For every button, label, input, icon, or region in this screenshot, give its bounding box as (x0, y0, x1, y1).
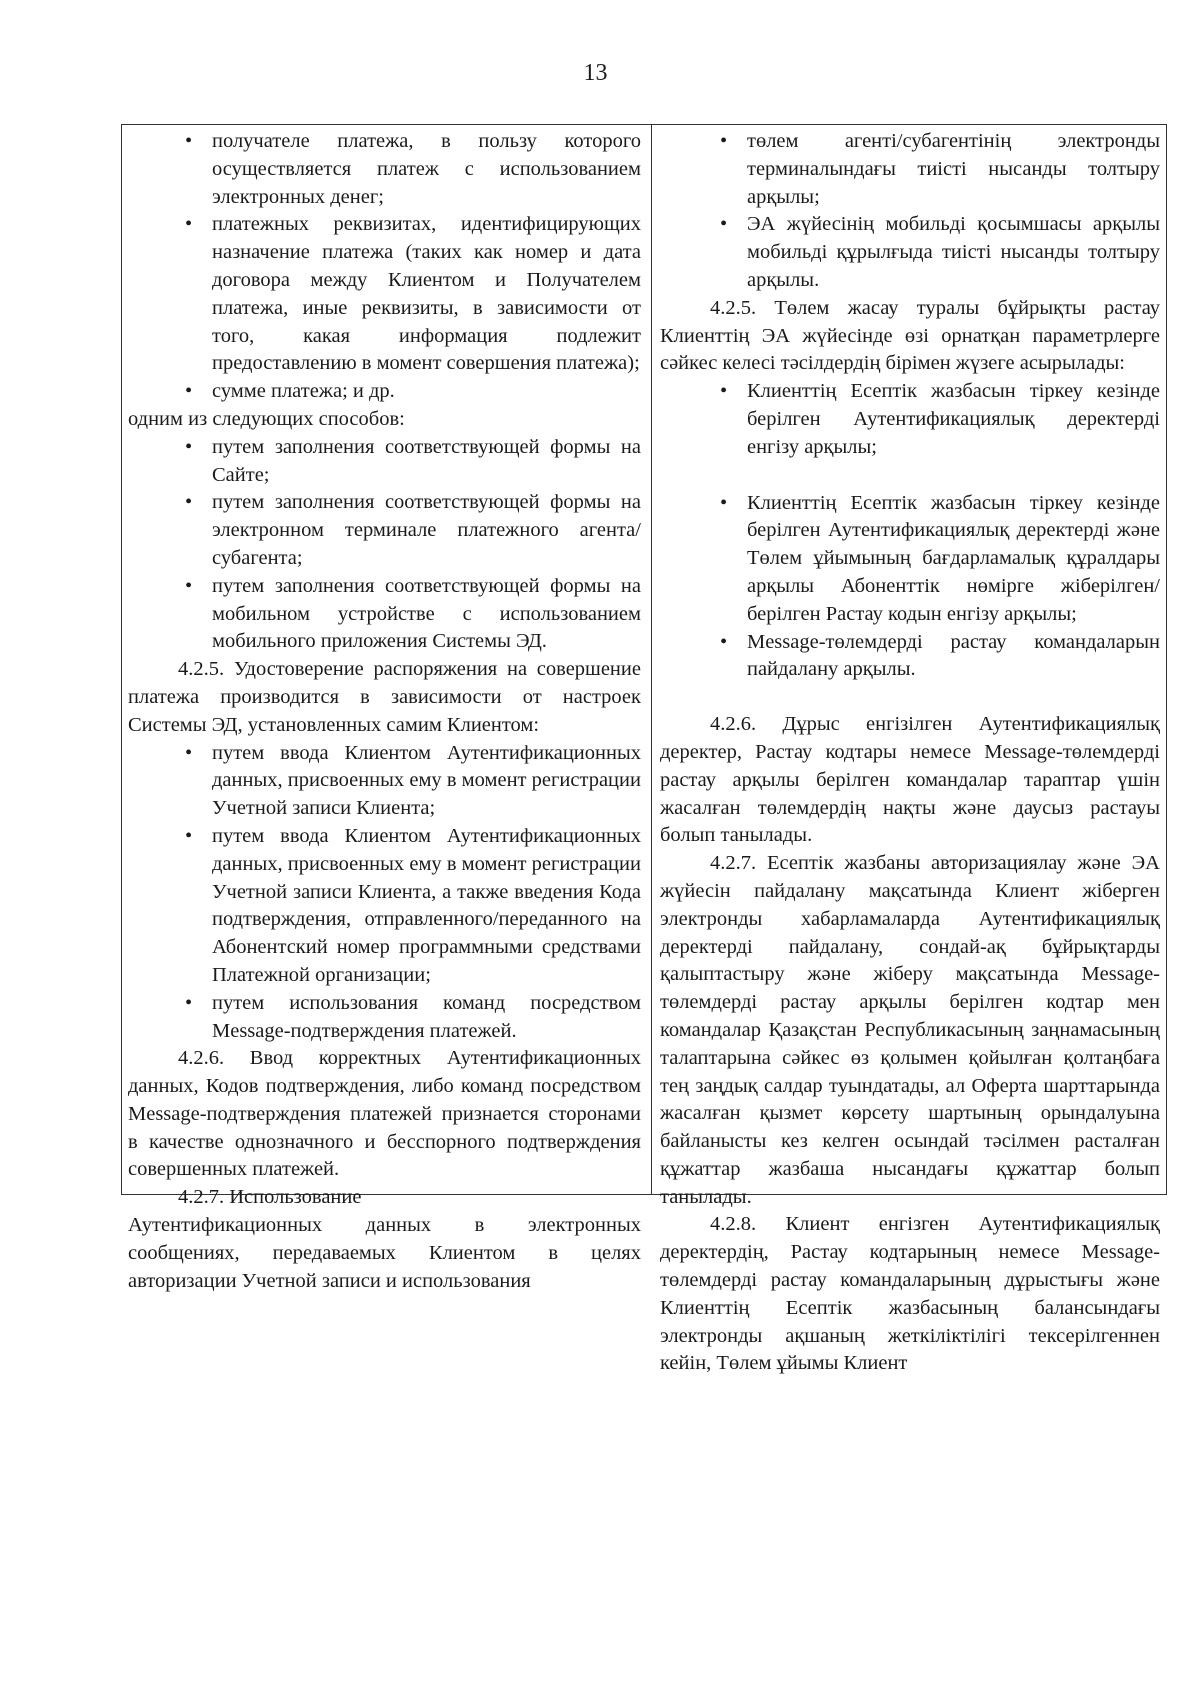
list-item: • путем ввода Клиентом Аутентификационных данных, присвоенных ему в момент регистрации Учетной записи Клиента; (212, 740, 641, 823)
clause-4-2-6-kz: 4.2.6. Дұрыс енгізілген Аутентификациялық деректер, Растау кодтары немесе Message-төлемдерді растау арқылы берілген командалар тараптар үшін жасалған төлемдердің нақты және даусыз растауы болып танылады. (659, 713, 1160, 847)
auth-methods-list-ru (128, 740, 641, 1046)
fill-form-list-kz (660, 128, 1160, 295)
clause-4-2-6-ru: 4.2.6. Ввод корректных Аутентификационных данных, Кодов подтверждения, либо команд посредством Message-подтверждения платежей признается сторонами в качестве однозначного и бесспорного подтверждения совершенных платежей. (128, 1047, 641, 1181)
spacer (660, 462, 1160, 490)
clause-4-2-7-ru-body: Аутентификационных данных в электронных сообщениях, передаваемых Клиентом в целях авторизации Учетной записи и использования (128, 1214, 641, 1292)
clause-4-2-8-kz: 4.2.8. Клиент енгізген Аутентификациялық деректердің, Растау кодтарының немесе Message-төлемдерді растау командаларының дұрыстығы және Клиенттің Есептік жазбасының балансындағы электронды ақшаның жеткіліктілігі тексерілгеннен кейін, Төлем ұйымы Клиент (659, 1213, 1160, 1375)
methods-intro: одним из следующих способов: (128, 407, 405, 430)
list-item: • путем использования команд посредством Message-подтверждения платежей. (212, 990, 641, 1046)
clause-4-2-7-ru-title: 4.2.7. Использование (178, 1186, 362, 1209)
clause-4-2-7-kz: 4.2.7. Есептік жазбаны авторизациялау және ЭА жүйесін пайдалану мақсатында Клиент жіберген электронды хабарламаларда Аутентификациялық деректерді пайдалану, сондай-ақ бұйрықтарды қалыптастыру және жіберу мақсатында Message-төлемдерді растау арқылы берілген кодтар мен командалар Қазақстан Республикасының заңнамасының талаптарына сәйкес өз қолымен қойылған қолтаңбаға тең заңдық салдар туындатады, ал Оферта шарттарында жасалған қызмет көрсету шартының орындалуына байланысты кез келген осындай тәсілмен расталған құжаттар жазбаша нысандағы құжаттар болып танылады. (659, 852, 1160, 1208)
list-item: • путем заполнения соответствующей формы на электронном терминале платежного агента/субагента; (212, 489, 641, 572)
clause-4-2-5-kz: 4.2.5. Төлем жасау туралы бұйрықты растау Клиенттің ЭА жүйесінде өзі орнатқан параметрлерге сәйкес келесі тәсілдердің бірімен жүзеге асырылады: (659, 296, 1160, 375)
list-item: • путем заполнения соответствующей формы на Сайте; (212, 434, 641, 490)
russian-column (122, 125, 652, 1292)
kazakh-column (652, 125, 1166, 1375)
list-item: • путем заполнения соответствующей формы на мобильном устройстве с использованием мобильного приложения Системы ЭД. (212, 573, 641, 656)
list-item: • Клиенттің Есептік жазбасын тіркеу кезінде берілген Аутентификациялық деректерді енгізу арқылы; (747, 378, 1160, 461)
list-item: • Message-төлемдерді растау командаларын пайдалану арқылы. (747, 629, 1160, 685)
clause-4-2-5-ru: 4.2.5. Удостоверение распоряжения на совершение платежа производится в зависимости от настроек Системы ЭД, установленных самим Клиентом: (128, 658, 641, 736)
two-column-table (121, 124, 1167, 1375)
spacer (660, 684, 1160, 711)
list-item: • ЭА жүйесінің мобильді қосымшасы арқылы мобильді құрылғыда тиісті нысанды толтыру арқылы. (747, 211, 1160, 294)
methods-list (128, 434, 641, 656)
list-item: • путем ввода Клиентом Аутентификационных данных, присвоенных ему в момент регистрации Учетной записи Клиента, а также введения Кода подтверждения, отправленного/переданного на Абонентский номер программными средствами Платежной организации; (212, 823, 641, 990)
list-item: • Клиенттің Есептік жазбасын тіркеу кезінде берілген Аутентификациялық деректерді және Төлем ұйымының бағдарламалық құралдары арқылы Абоненттік нөмірге жіберілген/берілген Растау кодын енгізу арқылы; (747, 490, 1160, 629)
page-number: 13 (583, 60, 608, 86)
list-item: • сумме платежа; и др. (212, 378, 641, 406)
list-item: • төлем агенті/субагентінің электронды терминалындағы тиісті нысанды толтыру арқылы; (747, 128, 1160, 211)
list-item: • получателе платежа, в пользу которого осуществляется платеж с использованием электронных денег; (212, 128, 641, 211)
auth-methods-list-kz-2 (660, 490, 1160, 685)
recipient-details-list (128, 128, 641, 406)
list-item: • платежных реквизитах, идентифицирующих назначение платежа (таких как номер и дата договора между Клиентом и Получателем платежа, иные реквизиты, в зависимости от того, какая информация подлежит предоставлению в момент совершения платежа); (212, 211, 641, 378)
auth-methods-list-kz-1 (660, 378, 1160, 461)
